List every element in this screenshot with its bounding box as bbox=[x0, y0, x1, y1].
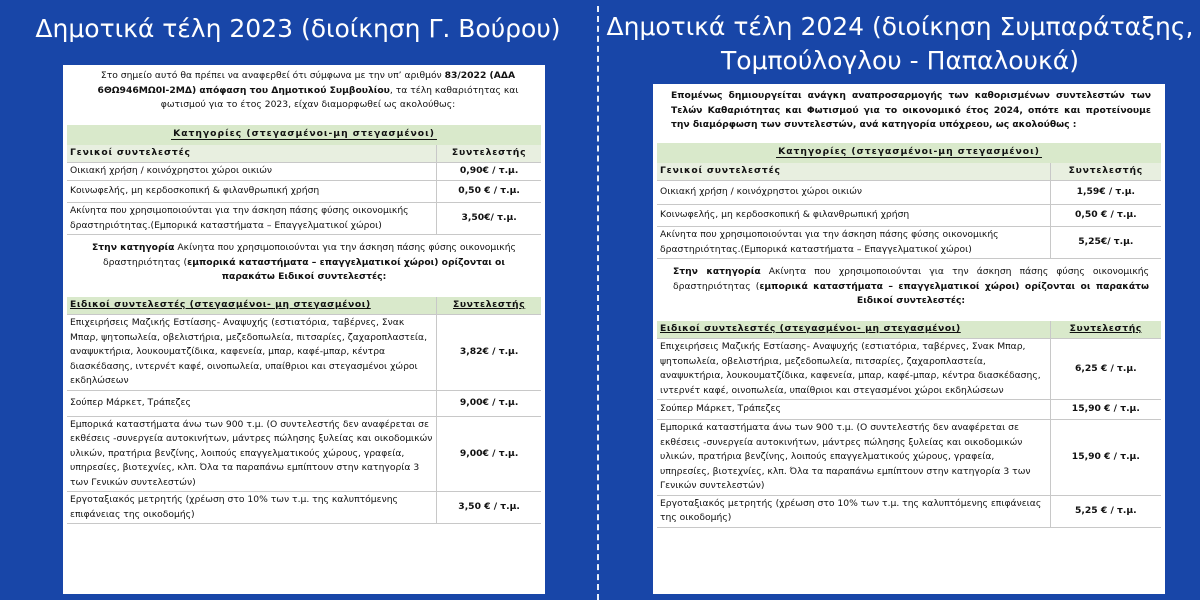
table-row bbox=[67, 390, 541, 416]
row-label: Οικιακή χρήση / κοινόχρηστοι χώροι οικιών bbox=[67, 163, 437, 181]
left-coef-header: Συντελεστής bbox=[437, 145, 541, 163]
left-intro-decision: 83/2022 (ΑΔΑ 6ΘΩ946ΜΩ0Ι-2ΜΔ) απόφαση του Δημοτικού Συμβουλίου bbox=[97, 70, 516, 96]
row-label: Κοινωφελής, μη κερδοσκοπική & φιλανθρωπική χρήση bbox=[67, 181, 437, 203]
table-row bbox=[67, 416, 541, 492]
row-label: Εμπορικά καταστήματα άνω των 900 τ.μ. (Ο συντελεστής δεν αναφέρεται σε εκθέσεις -συνεργεία αυτοκινήτων, μάντρες πώλησης ξυλείας και οικοδομικών υλικών, πρατήρια βενζίνης, λοιπούς επαγγελματικούς χώρους, γραφεία, υπηρεσίες, βιοτεχνίες, κλπ. Όλα τα παραπάνω εμπίπτουν στην κατηγορία 3 των Γενικών συντελεστών) bbox=[657, 420, 1050, 496]
right-para-c: εμπορικά καταστήματα – επαγγελματικοί χώροι) ορίζονται οι παρακάτω Ειδικοί συντελεστές: bbox=[759, 280, 1149, 306]
table-row bbox=[657, 205, 1161, 227]
row-value: 15,90 € / τ.μ. bbox=[1050, 420, 1161, 496]
row-value: 3,50€/ τ.μ. bbox=[437, 203, 541, 235]
table-row bbox=[657, 495, 1161, 527]
right-document bbox=[653, 84, 1165, 594]
row-value: 0,90€ / τ.μ. bbox=[437, 163, 541, 181]
table-row bbox=[657, 339, 1161, 400]
dashed-divider bbox=[597, 6, 599, 600]
right-special-table bbox=[657, 321, 1161, 528]
right-paragraph bbox=[657, 259, 1161, 313]
row-label: Εργοταξιακός μετρητής (χρέωση στο 10% των τ.μ. της καλυπτόμενης επιφάνειας της οικοδομής) bbox=[657, 495, 1050, 527]
row-label: Εργοταξιακός μετρητής (χρέωση στο 10% των τ.μ. της καλυπτόμενης επιφάνειας της οικοδομής) bbox=[67, 492, 437, 524]
right-heading bbox=[600, 10, 1200, 78]
row-label: Σούπερ Μάρκετ, Τράπεζες bbox=[67, 390, 437, 416]
row-label: Επιχειρήσεις Μαζικής Εστίασης- Αναψυχής (εστιατόρια, ταβέρνες, Σνακ Μπαρ, ψητοπωλεία, οβελιστήρια, μεζεδοπωλεία, πιτσαρίες, ζαχαροπλαστεία, αναψυκτήρια, λουκουματζίδικα, καφενεία, μπαρ, καφέ-μπαρ, κέντρα διασκέδασης, ιντερνέτ καφέ, οινοπωλεία, υπαίθριοι και στεγασμένοι χώροι εκδηλώσεων bbox=[67, 315, 437, 391]
left-special-table bbox=[67, 297, 541, 525]
left-para-c: εμπορικά καταστήματα – επαγγελματικοί χώροι) ορίζονται οι παρακάτω Ειδικοί συντελεστές: bbox=[187, 256, 505, 282]
row-value: 6,25 € / τ.μ. bbox=[1050, 339, 1161, 400]
left-general-table bbox=[67, 125, 541, 236]
right-para-a: Στην κατηγορία bbox=[673, 266, 761, 277]
left-para-a: Στην κατηγορία bbox=[92, 242, 175, 253]
left-intro-text-c: , τα τέλη καθαριότητας και φωτισμού για το έτος 2023, είχαν διαμορφωθεί ως ακολούθως: bbox=[160, 84, 519, 110]
right-special-coef-header: Συντελεστής bbox=[1050, 321, 1161, 339]
left-document bbox=[63, 65, 545, 594]
left-special-header: Ειδικοί συντελεστές (στεγασμένοι- μη στεγασμένοι) bbox=[67, 297, 437, 315]
right-general-table bbox=[657, 143, 1161, 260]
right-categories-title: Κατηγορίες (στεγασμένοι-μη στεγασμένοι) bbox=[657, 143, 1161, 163]
row-label: Σούπερ Μάρκετ, Τράπεζες bbox=[657, 400, 1050, 420]
row-label: Κοινωφελής, μη κερδοσκοπική & φιλανθρωπική χρήση bbox=[657, 205, 1050, 227]
table-row bbox=[657, 420, 1161, 496]
right-special-header: Ειδικοί συντελεστές (στεγασμένοι- μη στεγασμένοι) bbox=[657, 321, 1050, 339]
row-label: Επιχειρήσεις Μαζικής Εστίασης- Αναψυχής (εστιατόρια, ταβέρνες, Σνακ Μπαρ, ψητοπωλεία, οβελιστήρια, μεζεδοπωλεία, πιτσαρίες, ζαχαροπλαστεία, αναψυκτήρια, λουκουματζίδικα, καφενεία, μπαρ, καφέ-μπαρ, κέντρα διασκέδασης, ιντερνέτ καφέ, οινοπωλεία, υπαίθριοι και στεγασμένοι χώροι εκδηλώσεων bbox=[657, 339, 1050, 400]
row-value: 0,50 € / τ.μ. bbox=[1050, 205, 1161, 227]
row-value: 5,25 € / τ.μ. bbox=[1050, 495, 1161, 527]
left-paragraph bbox=[67, 235, 541, 289]
right-para-b: Ακίνητα που χρησιμοποιούνται για την άσκηση πάσης φύσης οικονομικής δραστηριότητας ( bbox=[673, 266, 1149, 292]
right-heading-line2: Τομπούλογλου - Παπαλουκά) bbox=[721, 46, 1079, 75]
table-row bbox=[67, 163, 541, 181]
right-coef-header: Συντελεστής bbox=[1050, 163, 1161, 181]
row-label: Ακίνητα που χρησιμοποιούνται για την άσκηση πάσης φύσης οικονομικής δραστηριότητας.(Εμπορικά καταστήματα – Επαγγελματικοί χώροι) bbox=[657, 227, 1050, 259]
row-value: 3,50 € / τ.μ. bbox=[437, 492, 541, 524]
left-categories-title: Κατηγορίες (στεγασμένοι-μη στεγασμένοι) bbox=[67, 125, 541, 145]
table-row bbox=[67, 492, 541, 524]
row-value: 9,00€ / τ.μ. bbox=[437, 390, 541, 416]
left-general-header: Γενικοί συντελεστές bbox=[67, 145, 437, 163]
table-row bbox=[657, 227, 1161, 259]
left-intro bbox=[67, 69, 541, 113]
row-value: 15,90 € / τ.μ. bbox=[1050, 400, 1161, 420]
row-value: 5,25€/ τ.μ. bbox=[1050, 227, 1161, 259]
left-intro-text-a: Στο σημείο αυτό θα πρέπει να αναφερθεί ότι σύμφωνα με την υπ’ αριθμόν bbox=[100, 70, 445, 81]
right-heading-line1: Δημοτικά τέλη 2024 (διοίκηση Συμπαράταξης, bbox=[606, 12, 1194, 41]
right-intro: Επομένως δημιουργείται ανάγκη αναπροσαρμογής των καθορισμένων συντελεστών των Τελών Καθαριότητας και Φωτισμού για το οικονομικό έτος 2024, οπότε και προτείνουμε την διαμόρφωση των συντελεστών, ανά κατηγορία υπόχρεου, ως ακολούθως : bbox=[671, 90, 1151, 130]
row-value: 9,00€ / τ.μ. bbox=[437, 416, 541, 492]
row-value: 3,82€ / τ.μ. bbox=[437, 315, 541, 391]
left-special-coef-header: Συντελεστής bbox=[437, 297, 541, 315]
table-row bbox=[67, 203, 541, 235]
table-row bbox=[67, 315, 541, 391]
table-row bbox=[67, 181, 541, 203]
left-para-b: Ακίνητα που χρησιμοποιούνται για την άσκηση πάσης φύσης οικονομικής δραστηριότητας ( bbox=[103, 242, 516, 268]
row-label: Εμπορικά καταστήματα άνω των 900 τ.μ. (Ο συντελεστής δεν αναφέρεται σε εκθέσεις -συνεργεία αυτοκινήτων, μάντρες πώλησης ξυλείας και οικοδομικών υλικών, πρατήρια βενζίνης, λοιπούς επαγγελματικούς χώρους, γραφεία, υπηρεσίες, βιοτεχνίες, κλπ. Όλα τα παραπάνω εμπίπτουν στην κατηγορία 3 των Γενικών συντελεστών) bbox=[67, 416, 437, 492]
table-row bbox=[657, 181, 1161, 205]
row-value: 0,50 € / τ.μ. bbox=[437, 181, 541, 203]
table-row bbox=[657, 400, 1161, 420]
left-heading: Δημοτικά τέλη 2023 (διοίκηση Γ. Βούρου) bbox=[35, 14, 561, 43]
row-label: Ακίνητα που χρησιμοποιούνται για την άσκηση πάσης φύσης οικονομικής δραστηριότητας.(Εμπορικά καταστήματα – Επαγγελματικοί χώροι) bbox=[67, 203, 437, 235]
row-label: Οικιακή χρήση / κοινόχρηστοι χώροι οικιών bbox=[657, 181, 1050, 205]
row-value: 1,59€ / τ.μ. bbox=[1050, 181, 1161, 205]
right-general-header: Γενικοί συντελεστές bbox=[657, 163, 1050, 181]
